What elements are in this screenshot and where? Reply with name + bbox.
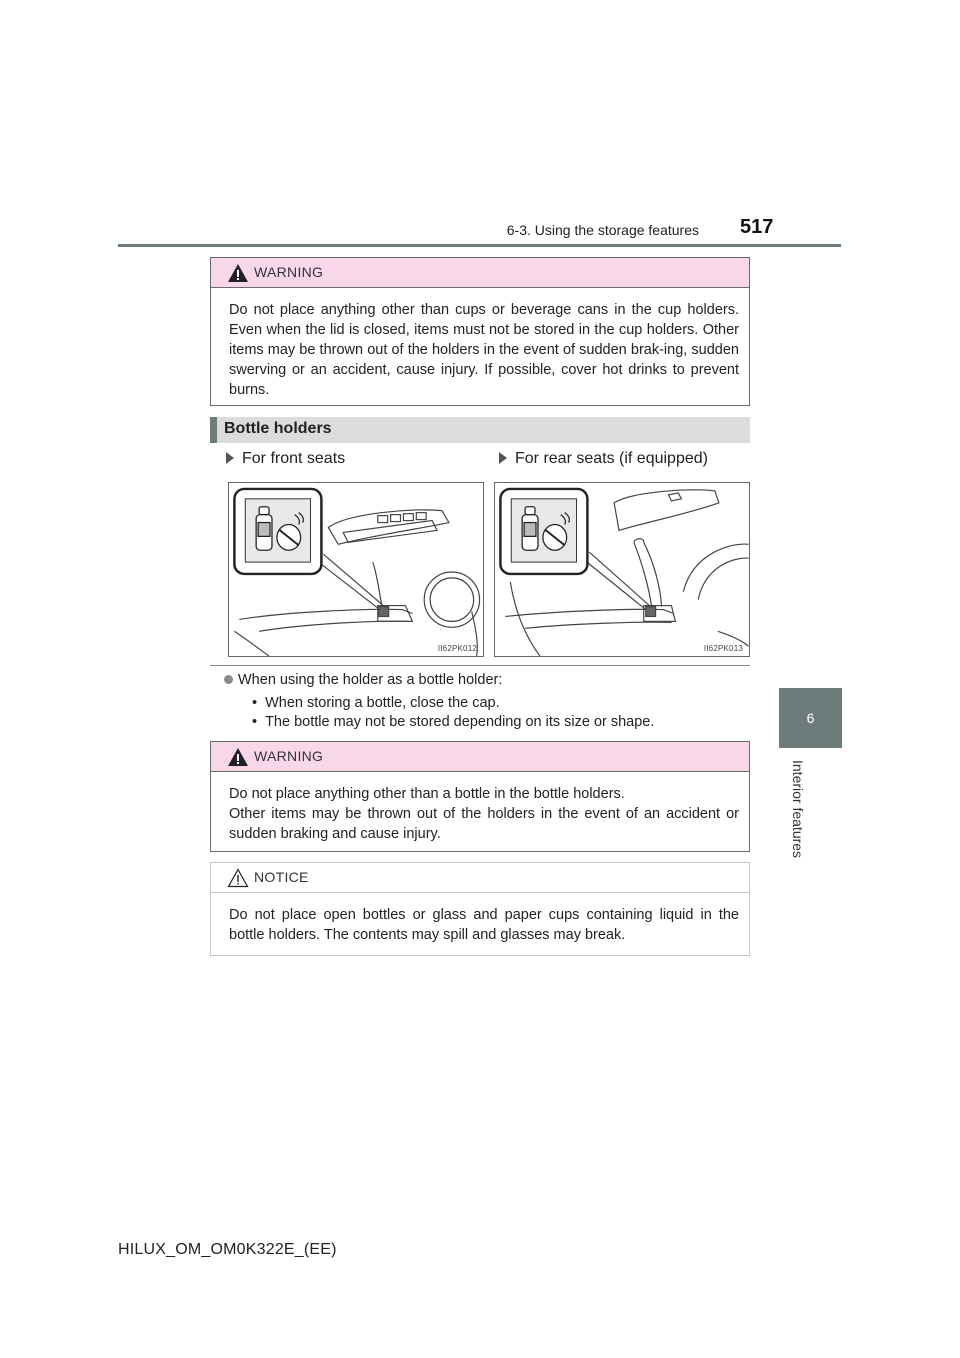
triangle-arrow-icon	[499, 452, 507, 464]
warning-label: WARNING	[254, 748, 324, 764]
notice-box	[210, 862, 750, 956]
warning-header	[211, 258, 749, 288]
front-door-illustration	[229, 483, 483, 656]
bullet-dot-icon	[224, 675, 233, 684]
document-code: HILUX_OM_OM0K322E_(EE)	[118, 1241, 337, 1258]
warning-text	[211, 772, 749, 856]
section-title-bar	[210, 417, 750, 443]
figure-rear-door-bottle-holder	[494, 482, 750, 657]
warning-text-line2: Other items may be thrown out of the holders in the event of an accident or sudden braking and cause injury.	[229, 806, 739, 842]
notice-header	[211, 863, 749, 893]
list-item: • When storing a bottle, close the cap.	[252, 694, 654, 713]
warning-triangle-icon	[227, 747, 249, 767]
warning-box-bottle-holders	[210, 741, 750, 852]
figure-code: II62PK013	[703, 644, 743, 653]
bullet-text: When using the holder as a bottle holder:	[238, 672, 503, 688]
subsection-label: For front seats	[242, 450, 346, 467]
figure-front-door-bottle-holder	[228, 482, 484, 657]
warning-text: Do not place anything other than cups or beverage cans in the cup holders. Even when the lid is closed, items must not be stored in the cup holders. Other items may be thrown out of the holders in the event of sudden brak-ing, sudden swerving or an accident, cause injury. If possible, cover hot drinks to prevent burns.	[229, 302, 739, 398]
warning-box-cup-holders	[210, 257, 750, 406]
subsection-label: For rear seats (if equipped)	[515, 450, 708, 467]
warning-label: WARNING	[254, 264, 324, 280]
subsection-front-seats	[226, 450, 345, 468]
header-rule	[118, 244, 841, 247]
warning-triangle-icon	[227, 263, 249, 283]
warning-text-line1: Do not place anything other than a bottle in the bottle holders.	[229, 786, 625, 802]
section-title: Bottle holders	[224, 420, 332, 437]
notice-triangle-icon	[227, 868, 249, 888]
page-number: 517	[740, 216, 774, 238]
warning-header	[211, 742, 749, 772]
bullet-sublist	[252, 694, 654, 732]
page-header	[0, 0, 960, 250]
rear-door-illustration	[495, 483, 749, 656]
figure-bottom-rule	[210, 665, 750, 666]
subsection-rear-seats	[499, 450, 708, 468]
figure-code: II62PK012	[437, 644, 477, 653]
chapter-tab: 6	[779, 688, 842, 748]
triangle-arrow-icon	[226, 452, 234, 464]
notice-text: Do not place open bottles or glass and paper cups containing liquid in the bottle holders. The contents may spill and glasses may break.	[229, 907, 739, 943]
bullet-item	[224, 672, 502, 688]
list-item: • The bottle may not be stored depending on its size or shape.	[252, 713, 654, 732]
chapter-label: Interior features	[790, 760, 806, 859]
notice-label: NOTICE	[254, 869, 309, 885]
header-section-title: 6-3. Using the storage features	[506, 222, 699, 238]
